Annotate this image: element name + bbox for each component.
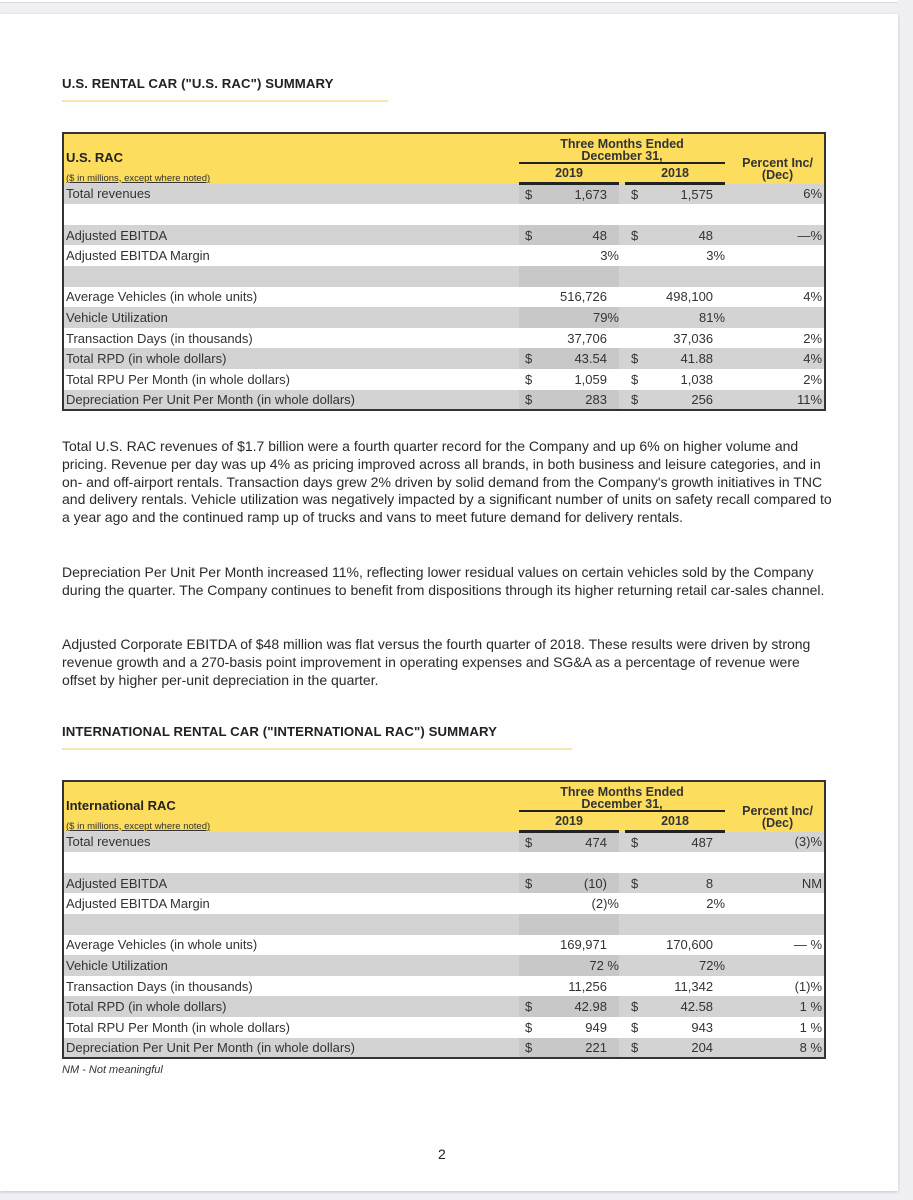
us-section-title: U.S. RENTAL CAR ("U.S. RAC") SUMMARY bbox=[62, 76, 334, 91]
currency-2019: $ bbox=[519, 225, 549, 246]
units-note: ($ in millions, except where noted) bbox=[66, 820, 211, 832]
percent-change: 4% bbox=[731, 348, 825, 369]
value-2018 bbox=[655, 204, 725, 225]
row-label: Depreciation Per Unit Per Month (in whole dollars) bbox=[63, 1038, 519, 1059]
currency-2019: $ bbox=[519, 832, 549, 853]
currency-2018: $ bbox=[625, 832, 655, 853]
row-label: Adjusted EBITDA Margin bbox=[63, 893, 519, 914]
table-row bbox=[63, 976, 825, 997]
currency-2019 bbox=[519, 935, 549, 956]
currency-2019 bbox=[519, 852, 549, 873]
currency-2019: $ bbox=[519, 1038, 549, 1059]
value-2018: 37,036 bbox=[655, 328, 725, 349]
value-2019 bbox=[549, 266, 619, 287]
percent-change: 1 % bbox=[731, 996, 825, 1017]
period-header-line1: Three Months Ended bbox=[560, 137, 684, 151]
row-label: Total revenues bbox=[63, 184, 519, 205]
value-2019: 72 % bbox=[549, 955, 619, 976]
value-2018: 8 bbox=[655, 873, 725, 894]
value-2019: 169,971 bbox=[549, 935, 619, 956]
table-row bbox=[63, 832, 825, 853]
value-2018: 943 bbox=[655, 1017, 725, 1038]
currency-2019 bbox=[519, 893, 549, 914]
currency-2019 bbox=[519, 204, 549, 225]
value-2019: 516,726 bbox=[549, 287, 619, 308]
table-row bbox=[63, 935, 825, 956]
table-row bbox=[63, 245, 825, 266]
table-row bbox=[63, 307, 825, 328]
currency-2018 bbox=[625, 307, 655, 328]
value-2019: 79% bbox=[549, 307, 619, 328]
value-2019: 3% bbox=[549, 245, 619, 266]
value-2018: 48 bbox=[655, 225, 725, 246]
footnote: NM - Not meaningful bbox=[62, 1064, 163, 1076]
value-2019: (2)% bbox=[549, 893, 619, 914]
period-header bbox=[519, 133, 725, 163]
year-2018-header: 2018 bbox=[625, 163, 725, 184]
value-2018: 1,038 bbox=[655, 369, 725, 390]
percent-change: 1 % bbox=[731, 1017, 825, 1038]
percent-change: —% bbox=[731, 225, 825, 246]
percent-change: NM bbox=[731, 873, 825, 894]
segment-name: U.S. RAC bbox=[66, 149, 124, 165]
value-2018: 1,575 bbox=[655, 184, 725, 205]
currency-2019 bbox=[519, 307, 549, 328]
value-2018: 42.58 bbox=[655, 996, 725, 1017]
currency-2018 bbox=[625, 328, 655, 349]
currency-2018 bbox=[625, 976, 655, 997]
currency-2019 bbox=[519, 914, 549, 935]
currency-2019 bbox=[519, 245, 549, 266]
segment-name: International RAC bbox=[66, 797, 176, 813]
row-label: Total RPD (in whole dollars) bbox=[63, 996, 519, 1017]
percent-change bbox=[731, 266, 825, 287]
currency-2018 bbox=[625, 893, 655, 914]
table-row bbox=[63, 1017, 825, 1038]
value-2019 bbox=[549, 852, 619, 873]
row-label: Total RPU Per Month (in whole dollars) bbox=[63, 1017, 519, 1038]
percent-header-line2: (Dec) bbox=[761, 815, 794, 830]
value-2018 bbox=[655, 914, 725, 935]
value-2019: 283 bbox=[549, 390, 619, 411]
table-row bbox=[63, 873, 825, 894]
percent-change bbox=[731, 914, 825, 935]
table-row bbox=[63, 266, 825, 287]
value-2018: 3% bbox=[655, 245, 725, 266]
period-header-line2: December 31, bbox=[581, 797, 663, 811]
value-2019: 474 bbox=[549, 832, 619, 853]
us-paragraph-1: Total U.S. RAC revenues of $1.7 billion were a fourth quarter record for the Company and up 6% on higher volume and pricing. Revenue per day was up 4% as pricing improved across all brands, in both business and leisure categories, and in on- and off-airport rentals. Transaction days grew 2% driven by solid demand from the Company's growth initiatives in TNC and delivery rentals. Vehicle utilization was negatively impacted by a significant number of units on safety recall compared to a year ago and the continued ramp up of trucks and vans to meet future demand for delivery rentals. bbox=[62, 438, 832, 526]
percent-change: 2% bbox=[731, 369, 825, 390]
currency-2018 bbox=[625, 955, 655, 976]
table-row bbox=[63, 328, 825, 349]
intl-table-body bbox=[63, 832, 825, 1059]
table-row bbox=[63, 225, 825, 246]
currency-2018: $ bbox=[625, 225, 655, 246]
table-row bbox=[63, 369, 825, 390]
table-row bbox=[63, 914, 825, 935]
currency-2018: $ bbox=[625, 1017, 655, 1038]
value-2019 bbox=[549, 204, 619, 225]
intl-rac-table bbox=[62, 780, 826, 1059]
percent-change bbox=[731, 893, 825, 914]
value-2018: 81% bbox=[655, 307, 725, 328]
row-label bbox=[63, 266, 519, 287]
percent-change: 11% bbox=[731, 390, 825, 411]
currency-2019: $ bbox=[519, 390, 549, 411]
value-2019: 949 bbox=[549, 1017, 619, 1038]
value-2019: 1,059 bbox=[549, 369, 619, 390]
currency-2018: $ bbox=[625, 996, 655, 1017]
row-label: Average Vehicles (in whole units) bbox=[63, 287, 519, 308]
percent-change bbox=[731, 955, 825, 976]
row-label: Total revenues bbox=[63, 832, 519, 853]
percent-change: — % bbox=[731, 935, 825, 956]
us-title-underline bbox=[62, 100, 388, 102]
value-2019: 37,706 bbox=[549, 328, 619, 349]
table-row bbox=[63, 204, 825, 225]
percent-header-line2: (Dec) bbox=[761, 167, 794, 182]
value-2019: 1,673 bbox=[549, 184, 619, 205]
currency-2019: $ bbox=[519, 348, 549, 369]
currency-2019 bbox=[519, 328, 549, 349]
us-rac-table bbox=[62, 132, 826, 411]
percent-header-line1: Percent Inc/ bbox=[742, 803, 813, 818]
currency-2019: $ bbox=[519, 369, 549, 390]
currency-2019: $ bbox=[519, 1017, 549, 1038]
currency-2019 bbox=[519, 955, 549, 976]
percent-header bbox=[731, 133, 825, 184]
value-2019: 221 bbox=[549, 1038, 619, 1059]
row-label bbox=[63, 852, 519, 873]
percent-change bbox=[731, 307, 825, 328]
percent-header bbox=[731, 781, 825, 832]
row-label: Average Vehicles (in whole units) bbox=[63, 935, 519, 956]
currency-2019 bbox=[519, 266, 549, 287]
units-note: ($ in millions, except where noted) bbox=[66, 172, 211, 184]
row-label: Transaction Days (in thousands) bbox=[63, 976, 519, 997]
intl-section-title: INTERNATIONAL RENTAL CAR ("INTERNATIONAL RAC") SUMMARY bbox=[62, 724, 497, 739]
percent-header-line1: Percent Inc/ bbox=[742, 155, 813, 170]
percent-change bbox=[731, 245, 825, 266]
table-row bbox=[63, 1038, 825, 1059]
value-2018: 11,342 bbox=[655, 976, 725, 997]
percent-change bbox=[731, 204, 825, 225]
currency-2018 bbox=[625, 852, 655, 873]
currency-2018: $ bbox=[625, 348, 655, 369]
period-header bbox=[519, 781, 725, 811]
us-paragraph-3: Adjusted Corporate EBITDA of $48 million was flat versus the fourth quarter of 2018. These results were driven by strong revenue growth and a 270-basis point improvement in operating expenses and SG&A as a percentage of revenue were offset by higher per-unit depreciation in the quarter. bbox=[62, 636, 811, 688]
intl-title-underline bbox=[62, 748, 572, 750]
document-page bbox=[0, 14, 898, 1191]
row-label: Transaction Days (in thousands) bbox=[63, 328, 519, 349]
table-row bbox=[63, 390, 825, 411]
value-2018: 487 bbox=[655, 832, 725, 853]
value-2019: 43.54 bbox=[549, 348, 619, 369]
row-label: Total RPD (in whole dollars) bbox=[63, 348, 519, 369]
currency-2018 bbox=[625, 935, 655, 956]
us-table-body bbox=[63, 184, 825, 411]
percent-change bbox=[731, 852, 825, 873]
table-row bbox=[63, 348, 825, 369]
year-2019-header: 2019 bbox=[519, 163, 619, 184]
currency-2018 bbox=[625, 914, 655, 935]
row-label: Depreciation Per Unit Per Month (in whole dollars) bbox=[63, 390, 519, 411]
currency-2018: $ bbox=[625, 184, 655, 205]
value-2018: 72% bbox=[655, 955, 725, 976]
percent-change: 8 % bbox=[731, 1038, 825, 1059]
value-2019: 11,256 bbox=[549, 976, 619, 997]
value-2018: 170,600 bbox=[655, 935, 725, 956]
us-paragraph-2: Depreciation Per Unit Per Month increased 11%, reflecting lower residual values on certain vehicles sold by the Company during the quarter. The Company continues to benefit from dispositions through its higher returning retail car-sales channel. bbox=[62, 564, 825, 598]
value-2018: 256 bbox=[655, 390, 725, 411]
table-row bbox=[63, 955, 825, 976]
year-2019-header: 2019 bbox=[519, 811, 619, 832]
currency-2018: $ bbox=[625, 390, 655, 411]
table-row bbox=[63, 893, 825, 914]
currency-2018 bbox=[625, 266, 655, 287]
row-label: Vehicle Utilization bbox=[63, 955, 519, 976]
table-row bbox=[63, 184, 825, 205]
value-2018: 41.88 bbox=[655, 348, 725, 369]
year-2018-header: 2018 bbox=[625, 811, 725, 832]
value-2018 bbox=[655, 852, 725, 873]
row-label: Adjusted EBITDA bbox=[63, 873, 519, 894]
value-2018: 204 bbox=[655, 1038, 725, 1059]
currency-2019 bbox=[519, 287, 549, 308]
value-2018: 2% bbox=[655, 893, 725, 914]
table-row bbox=[63, 852, 825, 873]
value-2018 bbox=[655, 266, 725, 287]
percent-change: (3)% bbox=[731, 832, 825, 853]
currency-2018: $ bbox=[625, 369, 655, 390]
currency-2018 bbox=[625, 287, 655, 308]
row-label bbox=[63, 914, 519, 935]
value-2019 bbox=[549, 914, 619, 935]
row-label: Adjusted EBITDA Margin bbox=[63, 245, 519, 266]
value-2019: (10) bbox=[549, 873, 619, 894]
currency-2018 bbox=[625, 204, 655, 225]
page-number: 2 bbox=[438, 1146, 446, 1162]
row-label: Total RPU Per Month (in whole dollars) bbox=[63, 369, 519, 390]
currency-2018: $ bbox=[625, 873, 655, 894]
percent-change: 6% bbox=[731, 184, 825, 205]
row-label bbox=[63, 204, 519, 225]
currency-2019 bbox=[519, 976, 549, 997]
percent-change: (1)% bbox=[731, 976, 825, 997]
currency-2018: $ bbox=[625, 1038, 655, 1059]
currency-2019: $ bbox=[519, 996, 549, 1017]
table-row bbox=[63, 287, 825, 308]
previous-page-edge bbox=[0, 0, 898, 3]
period-header-line1: Three Months Ended bbox=[560, 785, 684, 799]
currency-2018 bbox=[625, 245, 655, 266]
period-header-line2: December 31, bbox=[581, 149, 663, 163]
row-label: Adjusted EBITDA bbox=[63, 225, 519, 246]
currency-2019: $ bbox=[519, 184, 549, 205]
value-2019: 48 bbox=[549, 225, 619, 246]
value-2018: 498,100 bbox=[655, 287, 725, 308]
percent-change: 2% bbox=[731, 328, 825, 349]
value-2019: 42.98 bbox=[549, 996, 619, 1017]
percent-change: 4% bbox=[731, 287, 825, 308]
table-row bbox=[63, 996, 825, 1017]
currency-2019: $ bbox=[519, 873, 549, 894]
row-label: Vehicle Utilization bbox=[63, 307, 519, 328]
